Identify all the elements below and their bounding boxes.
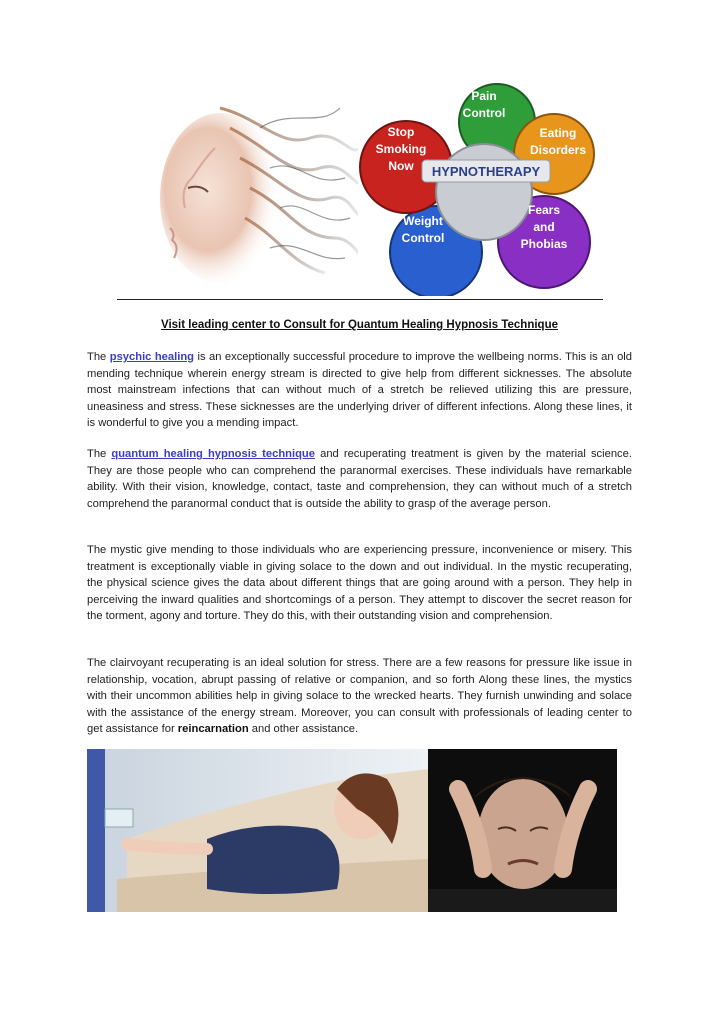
piece-smoking-line2: Smoking bbox=[375, 142, 427, 156]
face-smoke-image bbox=[150, 88, 362, 298]
p4-post: and other assistance. bbox=[248, 723, 359, 735]
piece-smoking-line1: Stop bbox=[387, 125, 415, 139]
reincarnation-bold: reincarnation bbox=[177, 723, 249, 735]
piece-fears-line3: Phobias bbox=[520, 237, 568, 251]
paragraph-3: The mystic give mending to those individuals who are experiencing pressure, inconvenience or misery. This treatment is exceptionally viable in giving solace to the down and out individual. In the mystic recuperating, the physical science gives the data about different things that are going around with a person. They help in perceiving the inward qualities and shortcomings of a person. They attempt to discover the secret reason for the torment, agony and torture. They do this, with their outstanding vision and comprehension. bbox=[87, 544, 632, 622]
puzzle-center-label: HYPNOTHERAPY bbox=[431, 164, 541, 179]
piece-pain-line2: Control bbox=[462, 106, 506, 120]
relaxed-patient-image bbox=[87, 749, 428, 912]
page-title[interactable]: Visit leading center to Consult for Quantum Healing Hypnosis Technique bbox=[160, 319, 558, 331]
p2-post: and recuperating treatment is given by the material science. They are those people who can comprehend the paranormal exercises. These individuals have remarkable ability. With their vision, knowledge, contact, taste and comprehension, they can without much of a stretch comprehend the paranormal conduct that is outside the ability to grasp of the average person. bbox=[87, 448, 632, 510]
p2-pre: The bbox=[87, 448, 112, 460]
piece-eating-line2: Disorders bbox=[529, 143, 587, 157]
piece-smoking-line3: Now bbox=[388, 159, 414, 173]
psychic-healing-link[interactable]: psychic healing bbox=[109, 351, 195, 363]
piece-eating-line1: Eating bbox=[539, 126, 577, 140]
paragraph-4 bbox=[87, 655, 632, 738]
p1-pre: The bbox=[87, 351, 110, 363]
piece-weight-line1: Weight bbox=[403, 214, 443, 228]
quantum-healing-link[interactable]: quantum healing hypnosis technique bbox=[111, 448, 315, 460]
paragraph-2 bbox=[87, 446, 632, 512]
piece-pain-line1: Pain bbox=[471, 89, 497, 103]
stressed-man-image bbox=[428, 749, 617, 912]
p4-pre: The clairvoyant recuperating is an ideal solution for stress. There are a few reasons for pressure like issue in relationship, vocation, abrupt passing of relative or companion, and so forth Along these lines, the mystics with their uncommon abilities help in giving solace to the wrecked hearts. They furnish unwinding and solace with the assistance of the energy stream. Moreover, you can consult with professionals of leading center to get assistance for bbox=[87, 657, 632, 735]
piece-fears-line1: Fears bbox=[527, 203, 561, 217]
header-divider bbox=[117, 299, 603, 300]
hypnotherapy-puzzle-image bbox=[358, 82, 610, 296]
piece-weight-line2: Control bbox=[401, 231, 445, 245]
piece-fears-line2: and bbox=[533, 220, 555, 234]
p1-post: is an exceptionally successful procedure to improve the wellbeing norms. This is an old mending technique wherein energy stream is directed to give help from different sicknesses. The absolute most mainstream infections that can without much of a stretch be relieved utilizing this are pressure, uneasiness and stress. These sicknesses are the underlying driver of different infections. Along these lines, it is wonderful to give you a mending impact. bbox=[87, 351, 633, 429]
paragraph-1 bbox=[87, 349, 632, 432]
